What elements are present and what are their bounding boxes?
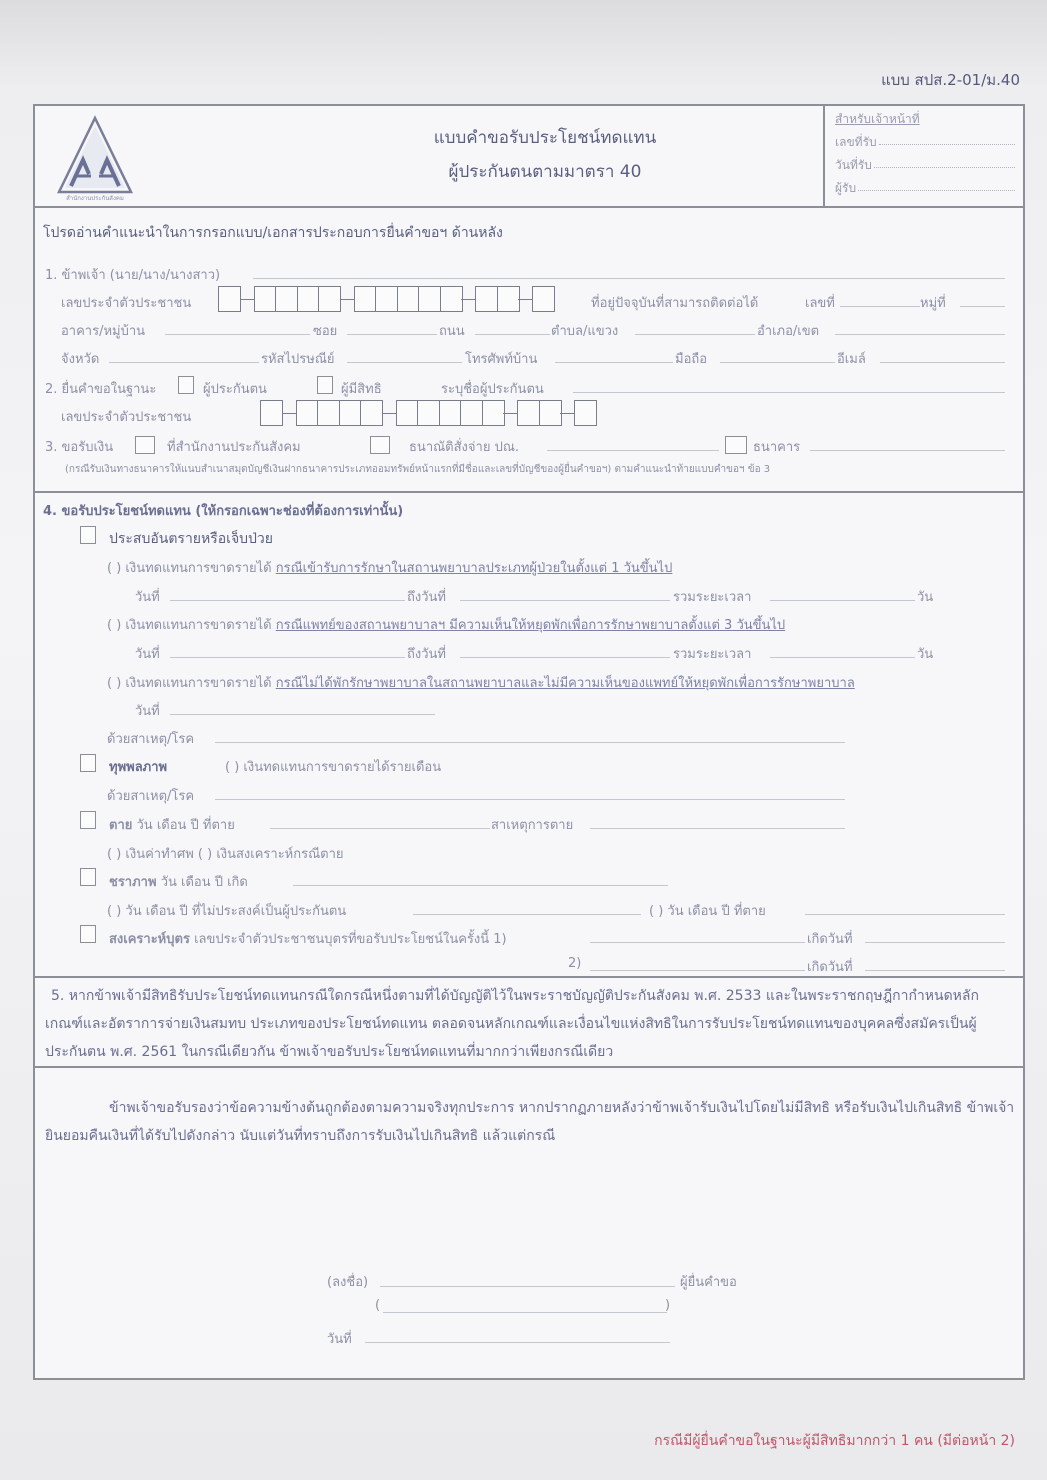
sickness-checkbox[interactable] [80,526,96,544]
child1-birth-field[interactable] [865,942,1005,943]
old-age-checkbox[interactable] [80,868,96,886]
home-phone-field[interactable] [555,362,673,363]
old-age-birth-field[interactable] [293,885,668,886]
road-field[interactable] [475,334,550,335]
benefit-claim-form: สำนักงานประกันสังคม แบบคำขอรับประโยชน์ทดแทน ผู้ประกันตนตามมาตรา 40 สำหรับเจ้าหน้าที่ เลขที่รับ วันที่รับ ผู้รับ โปรดอ่านคำแนะนำในการกรอกแบบ/เอกสารประกอบการยื่นคำขอฯ ด้านหลัง 1. ข้าพเจ้า (นาย/นาง/นางสาว) เลขประจำตัวประชาชน ที่อยู่ปัจจุบันที่สามารถติดต่อได้ เลขที่ หมู่ที่ อาคาร/หมู่บ้าน ซอย ถนน ตำบล/แขวง อำเภอ/เขต จังหวัด รหัสไปรษณีย์ โทรศัพท์บ้าน มือถือ อีเมล์ 2. ยื่นคำขอในฐานะ ผู้ประกันตน ผู้มีสิทธิ ระบุชื่อผู้ประกันตน เลขประจำตัวประชาชน 3. ขอรับเงิน ที่สำนักงานประกันสังคม ธนาณัติสั่งจ่าย ปณ. ธนาคาร (กรณีรับเงินทางธนาคารให้แนบสำเนาสมุดบัญชีเงินฝากธนาคารประเภทออมทรัพย์หน้าแรกที่มีชื่อและเลขที่บัญชีของผู้ยื่นคำขอฯ) ตามคำแนะนำท้ายแบบคำขอฯ ข้อ 3 4. ขอรับประโยชน์ทดแทน (ให้กรอกเฉพาะช่องที่ต้องการเท่านั้น) ประสบอันตรายหรือเจ็บป่วย ( ) เงินทดแทนการขาดรายได้ กรณีเข้ารับการรักษาในสถานพยาบาลประเภทผู้ป่วยในตั้งแต่ 1 วันขึ้นไป วันที่ ถึงวันที่ รวมระยะเวลา วัน ( ) เงินทดแทนการขาดรายได้ กรณีแพทย์ของสถานพยาบาลฯ มีความเห็นให้หยุดพักเพื่อการรักษาพยาบาลตั้งแต่ 3 วันขึ้นไป วันที่ ถึงวันที่ รวมระยะเวลา วัน ( ) เงินทดแทนการขาดรายได้ กรณีไม่ได้พักรักษาพยาบาลในสถานพยาบาลและไม่มีความเห็นของแพทย์ให้หยุดพักเพื่อการรักษาพยาบาล วันที่ ด้วยสาเหตุ/โรค ทุพพลภาพ ( ) เงินทดแทนการขาดรายได้รายเดือน ด้วยสาเหตุ/โรค ตาย วัน เดือน ปี ที่ตาย สาเหตุการตาย ( ) เงินค่าทำศพ ( ) เงินสงเคราะห์กรณีตาย ชราภาพ วัน เดือน ปี เกิด ( ) วัน เดือน ปี ที่ไม่ประสงค์เป็นผู้ประกันตน ( ) วัน เดือน ปี ที่ตาย สงเคราะห์บุตร เลขประจำตัวประชาชนบุตรที่ขอรับประโยชน์ในครั้งนี้ 1) เกิดวันที่ 2) เกิดวันที่ 5. หากข้าพเจ้ามีสิทธิรับประโยชน์ทดแทนกรณีใดกรณีหนึ่งตามที่ได้บัญญัติไว้ในพระราชบัญญัติประกันสังคม พ.ศ. 2533 และในพระราชกฤษฎีกากำหนดหลักเกณฑ์และอัตราการจ่ายเงินสมทบ ประเภทของประโยชน์ทดแทน ตลอดจนหลักเกณฑ์และเงื่อนไขแห่งสิทธิในการรับประโยชน์ทดแทนของบุคคลซึ่งสมัครเป็นผู้ประกันตน พ.ศ. 2561 ในกรณีเดียวกัน ข้าพเจ้าขอรับประโยชน์ทดแทนที่มากกว่าเพียงกรณีเดียว ข้าพเจ้าขอรับรองว่าข้อความข้างต้นถูกต้องตามความจริงทุกประการ หากปรากฏภายหลังว่าข้าพเจ้ารับเงินไปโดยไม่มีสิทธิ หรือรับเงินไปเกินสิทธิ ข้าพเจ้ายินยอมคืนเงินที่ได้รับไปดังกล่าว นับแต่วันที่ทราบถึงการรับเงินไปเกินสิทธิ แล้วแต่กรณี (ลงชื่อ) ผู้ยื่นคำขอ ( ) วันที่ [33,104,1025,1380]
receiver-field[interactable] [858,179,1015,191]
disability-cause-field[interactable] [215,799,845,800]
house-no-field[interactable] [840,306,920,307]
death-cause-field[interactable] [590,828,845,829]
disability-checkbox[interactable] [80,754,96,772]
beneficiary-checkbox[interactable] [317,376,333,394]
child1-id-field[interactable] [590,942,805,943]
officer-use-box: สำหรับเจ้าหน้าที่ เลขที่รับ วันที่รับ ผู้รับ [823,106,1025,206]
printed-name-field[interactable] [383,1312,667,1313]
sso-logo-icon [55,114,135,202]
continued-note: กรณีมีผู้ยื่นคำขอในฐานะผู้มีสิทธิมากกว่า 1 คน (มีต่อหน้า 2) [654,1433,1015,1449]
sick1-total-field[interactable] [770,600,915,601]
sick-cause-field[interactable] [215,742,845,743]
sick2-to-field[interactable] [460,657,670,658]
receipt-date-field[interactable] [874,156,1015,168]
id-card-boxes[interactable] [218,286,554,312]
child-allowance-checkbox[interactable] [80,925,96,943]
child2-birth-field[interactable] [865,970,1005,971]
office-checkbox[interactable] [135,436,155,454]
bank-checkbox[interactable] [725,436,747,454]
email-field[interactable] [880,362,1005,363]
receipt-no-field[interactable] [879,133,1015,145]
sick2-total-field[interactable] [770,657,915,658]
money-order-checkbox[interactable] [370,436,390,454]
post-office-field[interactable] [547,450,719,451]
form-title-line1: แบบคำขอรับประโยชน์ทดแทน [433,128,657,148]
district-field[interactable] [835,334,1005,335]
death-checkbox[interactable] [80,811,96,829]
sick2-from-field[interactable] [170,657,405,658]
signature-field[interactable] [380,1286,675,1287]
name-field[interactable] [253,278,1005,279]
form-code: แบบ สปส.2-01/ม.40 [881,71,1020,89]
old-age-death-date-field[interactable] [805,914,1005,915]
subdistrict-field[interactable] [635,334,755,335]
insured-id-boxes[interactable] [260,400,596,426]
building-field[interactable] [165,334,310,335]
death-date-field[interactable] [270,828,490,829]
sign-date-field[interactable] [365,1342,670,1343]
insured-name-field[interactable] [573,392,1005,393]
sick1-to-field[interactable] [460,600,670,601]
soi-field[interactable] [347,334,437,335]
form-title-line2: ผู้ประกันตนตามมาตรา 40 [448,162,642,182]
declaration-text: ข้าพเจ้าขอรับรองว่าข้อความข้างต้นถูกต้องตามความจริงทุกประการ หากปรากฏภายหลังว่าข้าพเจ้ารับเงินไปโดยไม่มีสิทธิ หรือรับเงินไปเกินสิทธิ ข้าพเจ้ายินยอมคืนเงินที่ได้รับไปดังกล่าว นับแต่วันที่ทราบถึงการรับเงินไปเกินสิทธิ แล้วแต่กรณี [45,1100,1015,1144]
bank-field[interactable] [810,450,1005,451]
sick1-from-field[interactable] [170,600,405,601]
moo-field[interactable] [960,306,1005,307]
sick3-date-field[interactable] [170,714,435,715]
svg-text:สำนักงานประกันสังคม: สำนักงานประกันสังคม [66,195,124,202]
mobile-field[interactable] [720,362,835,363]
postcode-field[interactable] [347,362,462,363]
insured-checkbox[interactable] [178,376,194,394]
old-age-quit-date-field[interactable] [413,914,641,915]
province-field[interactable] [109,362,259,363]
child2-id-field[interactable] [590,970,805,971]
section5-text: 5. หากข้าพเจ้ามีสิทธิรับประโยชน์ทดแทนกรณีใดกรณีหนึ่งตามที่ได้บัญญัติไว้ในพระราชบัญญัติประกันสังคม พ.ศ. 2533 และในพระราชกฤษฎีกากำหนดหลักเกณฑ์และอัตราการจ่ายเงินสมทบ ประเภทของประโยชน์ทดแทน ตลอดจนหลักเกณฑ์และเงื่อนไขแห่งสิทธิในการรับประโยชน์ทดแทนของบุคคลซึ่งสมัครเป็นผู้ประกันตน พ.ศ. 2561 ในกรณีเดียวกัน ข้าพเจ้าขอรับประโยชน์ทดแทนที่มากกว่าเพียงกรณีเดียว [45,988,979,1060]
instruction-text: โปรดอ่านคำแนะนำในการกรอกแบบ/เอกสารประกอบการยื่นคำขอฯ ด้านหลัง [43,225,503,241]
bank-note: (กรณีรับเงินทางธนาคารให้แนบสำเนาสมุดบัญชีเงินฝากธนาคารประเภทออมทรัพย์หน้าแรกที่มีชื่อและเลขที่บัญชีของผู้ยื่นคำขอฯ) ตามคำแนะนำท้ายแบบคำขอฯ ข้อ 3 [65,464,771,475]
